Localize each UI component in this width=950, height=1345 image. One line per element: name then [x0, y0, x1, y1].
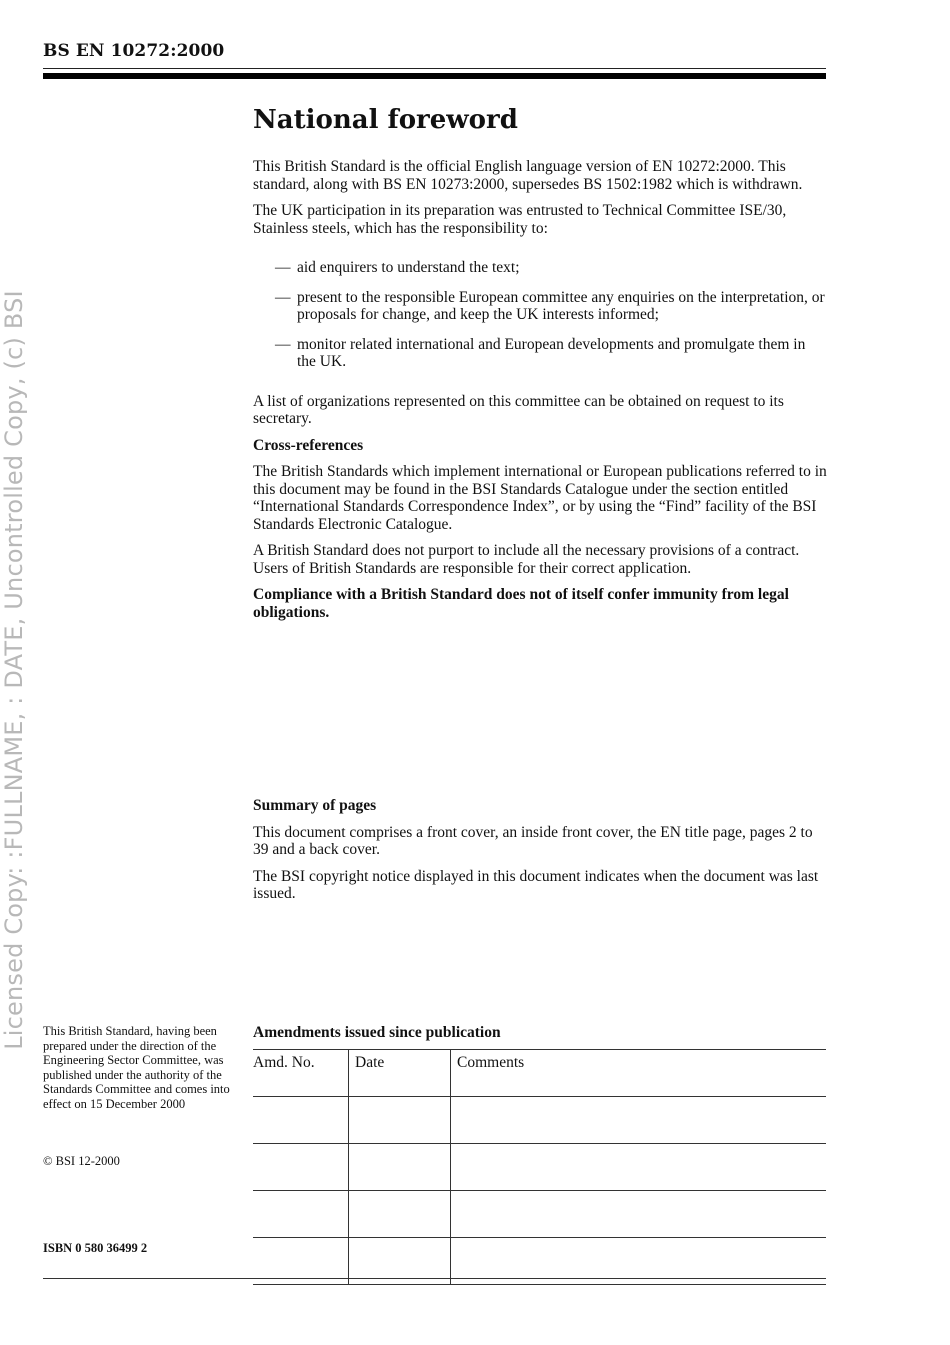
compliance-statement: Compliance with a British Standard does not of itself confer immunity from legal obligations. [253, 586, 789, 621]
summary-para-1: This document comprises a front cover, an inside front cover, the EN title page, pages 2 to 39 and a back cover. [253, 823, 813, 858]
list-item [275, 289, 828, 324]
document-code: BS EN 10272:2000 [43, 41, 225, 61]
foreword-section [253, 105, 828, 630]
table-cell [253, 1191, 349, 1238]
footer-rule [43, 1278, 826, 1279]
isbn: ISBN 0 580 36499 2 [43, 1241, 148, 1255]
foreword-para-2: The UK participation in its preparation was entrusted to Technical Committee ISE/30, Stainless steels, which has the responsibility to: [253, 202, 787, 237]
column-header-date: Date [349, 1050, 451, 1097]
foreword-para-4: The British Standards which implement international or European publications referred to in this document may be found in the BSI Standards Catalogue under the section entitled “International Standards Correspondence Index”, or by using the “Find” facility of the BSI Standards Electronic Catalogue. [253, 463, 827, 533]
page-title: National foreword [253, 105, 518, 135]
foreword-para-5: A British Standard does not purport to include all the necessary provisions of a contract. Users of British Standards are responsible for their correct application. [253, 542, 800, 577]
license-watermark: Licensed Copy: :FULLNAME, : DATE, Uncontrolled Copy, (c) BSI [0, 290, 28, 1050]
copyright-notice: © BSI 12-2000 [43, 1154, 120, 1168]
table-row [253, 1097, 826, 1144]
list-item-text: monitor related international and European developments and promulgate them in the UK. [297, 335, 806, 371]
list-dash: — [275, 259, 291, 277]
summary-section [253, 797, 828, 912]
list-item [275, 336, 828, 371]
table-cell [253, 1144, 349, 1191]
table-row [253, 1144, 826, 1191]
summary-heading: Summary of pages [253, 797, 377, 814]
cross-references-heading: Cross-references [253, 436, 364, 454]
column-header-amd-no: Amd. No. [253, 1050, 349, 1097]
publication-note: This British Standard, having been prepared under the direction of the Engineering Sector Committee, was published under the authority of the Standards Committee and comes into effect on 15 December 2000 [43, 1024, 230, 1111]
list-dash: — [275, 288, 291, 306]
list-item [275, 259, 828, 277]
foreword-para-1: This British Standard is the official English language version of EN 10272:2000. This standard, along with BS EN 10273:2000, supersedes BS 1502:1982 which is withdrawn. [253, 158, 803, 193]
table-cell [349, 1191, 451, 1238]
table-cell [451, 1144, 827, 1191]
table-cell [253, 1097, 349, 1144]
header-rule-thin [43, 68, 826, 69]
summary-para-2: The BSI copyright notice displayed in this document indicates when the document was last issued. [253, 867, 819, 902]
foreword-para-3: A list of organizations represented on this committee can be obtained on request to its secretary. [253, 392, 784, 428]
list-dash: — [275, 335, 291, 353]
table-cell [451, 1191, 827, 1238]
table-cell [349, 1097, 451, 1144]
table-cell [451, 1097, 827, 1144]
list-item-text: present to the responsible European committee any enquiries on the interpretation, or proposals for change, and keep the UK interests informed; [297, 288, 825, 324]
table-row [253, 1191, 826, 1238]
responsibility-list [275, 259, 828, 371]
amendments-table [253, 1049, 826, 1285]
table-header-row [253, 1050, 826, 1097]
amendments-section [253, 1024, 826, 1285]
table-cell [349, 1144, 451, 1191]
amendments-title: Amendments issued since publication [253, 1024, 501, 1041]
list-item-text: aid enquirers to understand the text; [297, 259, 520, 277]
column-header-comments: Comments [451, 1050, 827, 1097]
header-rule-thick [43, 73, 826, 79]
